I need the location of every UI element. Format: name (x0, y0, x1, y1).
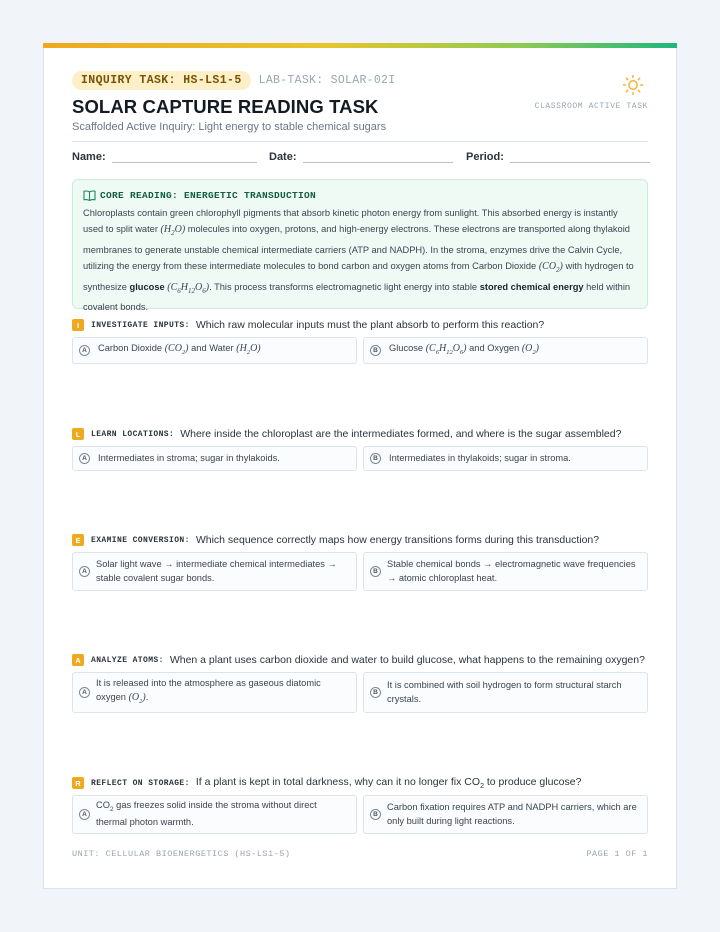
option-a[interactable] (72, 795, 357, 834)
date-input-line[interactable] (303, 150, 453, 163)
reading-text-part: Chloroplasts contain green chlorophyll pigments that absorb kinetic photon energy from sunlight. This absorbed energy is instantly used to split water (83, 208, 618, 235)
option-letter: A (79, 453, 90, 464)
period-field (466, 150, 650, 163)
option-letter: B (370, 687, 381, 698)
formula-co2: $(CO_2)$ (538, 261, 563, 275)
question-text: Which sequence correctly maps how energy transitions forms during this transduction? (195, 534, 600, 546)
option-text: $CO_2$ gas freezes solid inside the stroma without direct thermal photon warmth. (96, 800, 317, 828)
option-b[interactable] (363, 672, 648, 713)
period-label: Period: (466, 151, 504, 163)
date-label: Date: (269, 151, 297, 163)
option-text: Carbon Dioxide $(CO_2)$ and Water $(H_2O)$ (98, 342, 261, 356)
question-text: Where inside the chloroplast are the intermediates formed, and where is the sugar assembled? (180, 428, 622, 440)
option-a[interactable] (72, 446, 357, 471)
question-label: LEARN LOCATIONS: (91, 429, 175, 439)
option-text: Glucose $(C_6H_{12}O_6)$ and Oxygen $(O_2)$ (389, 342, 539, 356)
page-title: SOLAR CAPTURE READING TASK (72, 96, 379, 117)
reading-text-part: . This process transforms electromagnetic light energy into stable (209, 281, 478, 292)
student-info-fields (72, 150, 648, 164)
footer-unit: UNIT: CELLULAR BIOENERGETICS (HS-LS1-5) (72, 849, 291, 859)
question-badge: R (72, 777, 84, 789)
reading-text-part: molecules into oxygen, protons, and high-energy electrons. These electrons are transported along thylakoid membranes to generate unstable chemical intermediate carriers (ATP and NADPH). In the stroma, enzymes drive the Calvin Cycle, utilizing the energy from these intermediate molecules to bond carbon and oxygen atoms from Carbon Dioxide (83, 224, 630, 272)
name-label: Name: (72, 151, 106, 163)
term-stored-energy: stored chemical energy (479, 281, 584, 292)
sun-icon (622, 74, 644, 96)
question-investigate (72, 318, 648, 356)
footer-page-number: PAGE 1 OF 1 (586, 849, 648, 859)
header-tags (72, 71, 395, 90)
reading-text-part: with hydrogen to synthesize (83, 261, 634, 292)
question-reflect (72, 775, 648, 828)
option-letter: B (370, 566, 381, 577)
question-text: Which raw molecular inputs must the plant absorb to perform this reaction? (195, 319, 545, 331)
core-reading-panel (72, 179, 648, 313)
question-label: INVESTIGATE INPUTS: (91, 320, 190, 330)
option-a[interactable] (72, 337, 357, 364)
question-text: If a plant is kept in total darkness, why can it no longer fix $CO_2$ to produce glucose? (195, 775, 582, 791)
question-text: When a plant uses carbon dioxide and water to build glucose, what happens to the remaining oxygen? (169, 654, 645, 666)
option-letter: B (370, 809, 381, 820)
option-text: It is combined with soil hydrogen to form structural starch crystals. (387, 680, 622, 704)
reading-text (83, 205, 637, 315)
option-text: Carbon fixation requires ATP and NADPH carriers, which are only built during light reactions. (387, 802, 637, 826)
option-letter: A (79, 345, 90, 356)
term-glucose: glucose (129, 281, 165, 292)
question-label: EXAMINE CONVERSION: (91, 535, 190, 545)
lab-task-code: LAB-TASK: SOLAR-02I (258, 74, 396, 87)
option-b[interactable] (363, 552, 648, 591)
option-text: Stable chemical bonds → electromagnetic wave frequencies → atomic chloroplast heat. (387, 559, 636, 583)
formula-glucose: $(C_6H_{12}O_6)$ (167, 281, 210, 295)
name-field (72, 150, 257, 163)
book-icon (83, 190, 96, 201)
formula-water: $(H_2O)$ (160, 224, 186, 238)
page-subtitle: Scaffolded Active Inquiry: Light energy to stable chemical sugars (72, 121, 387, 133)
question-label: ANALYZE ATOMS: (91, 655, 164, 665)
option-a[interactable] (72, 672, 357, 713)
question-analyze (72, 653, 648, 705)
gradient-top-bar (43, 43, 677, 48)
header-divider (72, 141, 648, 142)
option-letter: A (79, 809, 90, 820)
question-badge: I (72, 319, 84, 331)
question-badge: A (72, 654, 84, 666)
option-letter: B (370, 345, 381, 356)
option-letter: A (79, 566, 90, 577)
option-b[interactable] (363, 446, 648, 471)
reading-title: CORE READING: ENERGETIC TRANSDUCTION (100, 189, 317, 201)
question-label: REFLECT ON STORAGE: (91, 778, 190, 788)
question-learn (72, 427, 648, 463)
classroom-tag: CLASSROOM ACTIVE TASK (534, 102, 648, 111)
option-text: Intermediates in thylakoids; sugar in stroma. (389, 452, 571, 463)
option-text: Solar light wave → intermediate chemical intermediates → stable covalent sugar bonds. (96, 559, 337, 583)
worksheet-page (43, 43, 677, 889)
option-b[interactable] (363, 795, 648, 834)
option-letter: B (370, 453, 381, 464)
reading-text-part: held within covalent bonds. (83, 281, 631, 313)
question-badge: L (72, 428, 84, 440)
task-pill: INQUIRY TASK: HS-LS1-5 (72, 71, 251, 90)
option-b[interactable] (363, 337, 648, 364)
option-a[interactable] (72, 552, 357, 591)
option-text: Intermediates in stroma; sugar in thylakoids. (98, 452, 280, 463)
name-input-line[interactable] (112, 150, 257, 163)
option-letter: A (79, 687, 90, 698)
date-field (269, 150, 453, 163)
period-input-line[interactable] (510, 150, 650, 163)
option-text: It is released into the atmosphere as gaseous diatomic oxygen $(O_2)$. (96, 678, 321, 705)
question-badge: E (72, 534, 84, 546)
question-examine (72, 533, 648, 583)
